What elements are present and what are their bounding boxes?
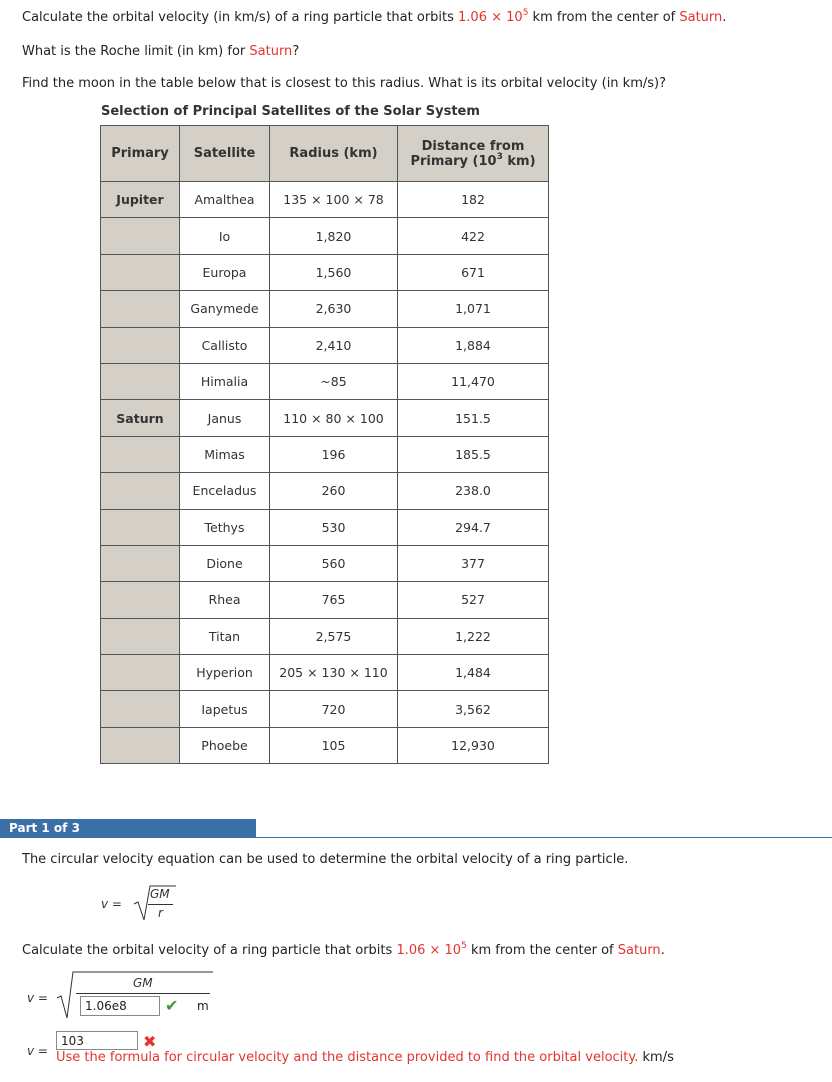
- cell-radius: 2,630: [270, 291, 398, 327]
- cell-satellite: Dione: [180, 545, 270, 581]
- cell-radius: 260: [270, 473, 398, 509]
- table-row: [101, 291, 549, 327]
- cell-satellite: Himalia: [180, 363, 270, 399]
- question-orbital-velocity: Calculate the orbital velocity (in km/s) of a ring particle that orbits $1.06 \times 10^5$ km from the center of Saturn.: [22, 8, 727, 25]
- cell-primary: [101, 691, 180, 727]
- cell-satellite: Amalthea: [180, 182, 270, 218]
- feedback-message: Use the formula for circular velocity and the distance provided to find the orbital velocity.: [56, 1050, 639, 1065]
- distance-value: $1.06 \times 10^5$: [458, 8, 529, 25]
- cell-primary: [101, 254, 180, 290]
- question-find-moon: Find the moon in the table below that is closest to this radius. What is its orbital velocity (in km/s)?: [22, 76, 666, 91]
- cell-distance: 12,930: [398, 727, 549, 763]
- table-row: [101, 363, 549, 399]
- header-distance: Distance from Primary ($10^3$ km): [398, 126, 549, 182]
- cell-distance: 422: [398, 218, 549, 254]
- planet-name: Saturn: [679, 10, 723, 25]
- table-row: [101, 618, 549, 654]
- cell-radius: 1,820: [270, 218, 398, 254]
- cell-radius: 196: [270, 436, 398, 472]
- cell-distance: 3,562: [398, 691, 549, 727]
- answer2-lhs: v =: [27, 1044, 48, 1058]
- cell-satellite: Callisto: [180, 327, 270, 363]
- cell-distance: 527: [398, 582, 549, 618]
- cell-primary: [101, 473, 180, 509]
- cell-primary: Saturn: [101, 400, 180, 436]
- table-row: [101, 727, 549, 763]
- cell-distance: 182: [398, 182, 549, 218]
- cell-radius: 105: [270, 727, 398, 763]
- cell-satellite: Europa: [180, 254, 270, 290]
- table-row: [101, 509, 549, 545]
- cell-radius: 135 × 100 × 78: [270, 182, 398, 218]
- table-row: [101, 545, 549, 581]
- table-row: [101, 182, 549, 218]
- part-label: Part 1 of 3: [0, 819, 256, 838]
- cell-distance: 1,222: [398, 618, 549, 654]
- cell-primary: [101, 509, 180, 545]
- feedback-unit: km/s: [642, 1050, 674, 1065]
- cell-primary: [101, 218, 180, 254]
- header-radius: Radius (km): [270, 126, 398, 182]
- correct-check-icon: ✔: [165, 996, 179, 1015]
- cell-satellite: Rhea: [180, 582, 270, 618]
- planet-name: Saturn: [617, 943, 661, 958]
- cell-primary: [101, 327, 180, 363]
- answer1-lhs: v =: [27, 991, 48, 1005]
- table-title: Selection of Principal Satellites of the Solar System: [101, 104, 480, 119]
- cell-radius: 765: [270, 582, 398, 618]
- cell-distance: 1,071: [398, 291, 549, 327]
- table-row: [101, 400, 549, 436]
- cell-radius: 720: [270, 691, 398, 727]
- cell-primary: [101, 363, 180, 399]
- cell-radius: 110 × 80 × 100: [270, 400, 398, 436]
- cell-satellite: Mimas: [180, 436, 270, 472]
- header-satellite: Satellite: [180, 126, 270, 182]
- answer1-numerator: GM: [133, 976, 153, 990]
- answer2-velocity-input[interactable]: 103: [56, 1031, 138, 1050]
- formula-numerator: GM: [150, 887, 170, 901]
- cell-primary: [101, 618, 180, 654]
- question-text: Calculate the orbital velocity (in km/s) of a ring particle that orbits: [22, 10, 459, 25]
- cell-distance: 1,884: [398, 327, 549, 363]
- cell-primary: Jupiter: [101, 182, 180, 218]
- cell-distance: 11,470: [398, 363, 549, 399]
- cell-distance: 294.7: [398, 509, 549, 545]
- cell-primary: [101, 582, 180, 618]
- cell-satellite: Tethys: [180, 509, 270, 545]
- answer1-unit: m: [197, 999, 209, 1013]
- table-row: [101, 218, 549, 254]
- cell-primary: [101, 545, 180, 581]
- cell-primary: [101, 436, 180, 472]
- cell-satellite: Ganymede: [180, 291, 270, 327]
- step-question: Calculate the orbital velocity of a ring particle that orbits $1.06 \times 10^5$ km from the center of Saturn.: [22, 941, 665, 958]
- cell-distance: 238.0: [398, 473, 549, 509]
- part-intro: The circular velocity equation can be used to determine the orbital velocity of a ring particle.: [22, 852, 629, 867]
- cell-radius: 2,410: [270, 327, 398, 363]
- satellites-table: [100, 125, 549, 764]
- planet-name: Saturn: [249, 44, 293, 59]
- cell-primary: [101, 291, 180, 327]
- feedback-line: [56, 1050, 674, 1065]
- question-text-mid: km from the center of: [528, 10, 680, 25]
- formula-denominator: r: [158, 906, 163, 920]
- table-row: [101, 582, 549, 618]
- cell-primary: [101, 655, 180, 691]
- cell-satellite: Io: [180, 218, 270, 254]
- table-row: [101, 327, 549, 363]
- cell-distance: 671: [398, 254, 549, 290]
- cell-radius: 205 × 130 × 110: [270, 655, 398, 691]
- cell-satellite: Titan: [180, 618, 270, 654]
- incorrect-x-icon: ✖: [143, 1032, 157, 1051]
- cell-radius: 2,575: [270, 618, 398, 654]
- formula-fraction-line: [148, 904, 173, 905]
- cell-radius: 560: [270, 545, 398, 581]
- distance-value: $1.06 \times 10^5$: [396, 941, 467, 958]
- question-roche-limit: What is the Roche limit (in km) for Saturn?: [22, 44, 300, 59]
- table-row: [101, 655, 549, 691]
- header-primary: Primary: [101, 126, 180, 182]
- cell-distance: 377: [398, 545, 549, 581]
- answer1-fraction-line: [76, 993, 210, 994]
- cell-primary: [101, 727, 180, 763]
- cell-radius: 1,560: [270, 254, 398, 290]
- cell-distance: 151.5: [398, 400, 549, 436]
- cell-satellite: Phoebe: [180, 727, 270, 763]
- table-row: [101, 254, 549, 290]
- table-row: [101, 691, 549, 727]
- cell-radius: 530: [270, 509, 398, 545]
- part-divider: [0, 837, 832, 838]
- cell-distance: 1,484: [398, 655, 549, 691]
- cell-satellite: Janus: [180, 400, 270, 436]
- cell-satellite: Hyperion: [180, 655, 270, 691]
- cell-satellite: Iapetus: [180, 691, 270, 727]
- cell-distance: 185.5: [398, 436, 549, 472]
- table-row: [101, 436, 549, 472]
- formula-lhs: v =: [101, 897, 122, 911]
- answer1-distance-input[interactable]: 1.06e8: [80, 996, 160, 1016]
- cell-radius: ~85: [270, 363, 398, 399]
- cell-satellite: Enceladus: [180, 473, 270, 509]
- table-row: [101, 473, 549, 509]
